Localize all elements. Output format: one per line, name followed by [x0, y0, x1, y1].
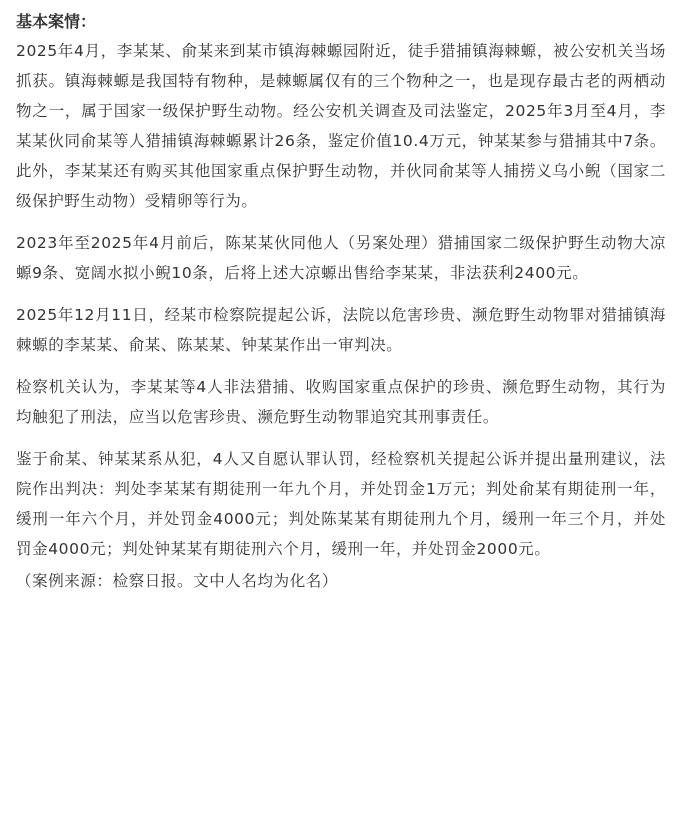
paragraph-accomplice: 2023年至2025年4月前后，陈某某伙同他人（另案处理）猎捕国家二级保护野生动物大凉螈9条、宽阔水拟小鲵10条，后将上述大凉螈出售给李某某，非法获利2400元。	[16, 234, 666, 282]
paragraph-prosecution: 2025年12月11日，经某市检察院提起公诉，法院以危害珍贵、濒危野生动物罪对猎捕镇海棘螈的李某某、俞某、陈某某、钟某某作出一审判决。	[16, 306, 666, 354]
case-heading: 基本案情：	[16, 12, 97, 31]
paragraph-procuratorate-view: 检察机关认为，李某某等4人非法猎捕、收购国家重点保护的珍贵、濒危野生动物，其行为均触犯了刑法，应当以危害珍贵、濒危野生动物罪追究其刑事责任。	[16, 378, 666, 426]
paragraph-arrest: 2025年4月，李某某、俞某来到某市镇海棘螈园附近，徒手猎捕镇海棘螈，被公安机关当场抓获。镇海棘螈是我国特有物种，是棘螈属仅有的三个物种之一，也是现存最古老的两栖动物之一，属于国家一级保护野生动物。经公安机关调查及司法鉴定，2025年3月至4月，李某某伙同俞某等人猎捕镇海棘螈累计26条，鉴定价值10.4万元，钟某某参与猎捕其中7条。此外，李某某还有购买其他国家重点保护野生动物，并伙同俞某等人捕捞义乌小鲵（国家二级保护野生动物）受精卵等行为。	[16, 42, 666, 210]
paragraph-sentencing: 鉴于俞某、钟某某系从犯，4人又自愿认罪认罚，经检察机关提起公诉并提出量刑建议，法院作出判决：判处李某某有期徒刑一年九个月，并处罚金1万元；判处俞某有期徒刑一年，缓刑一年六个月，并处罚金4000元；判处陈某某有期徒刑九个月，缓刑一年三个月，并处罚金4000元；判处钟某某有期徒刑六个月，缓刑一年，并处罚金2000元。	[16, 450, 666, 558]
case-source-note: （案例来源：检察日报。文中人名均为化名）	[16, 572, 339, 590]
